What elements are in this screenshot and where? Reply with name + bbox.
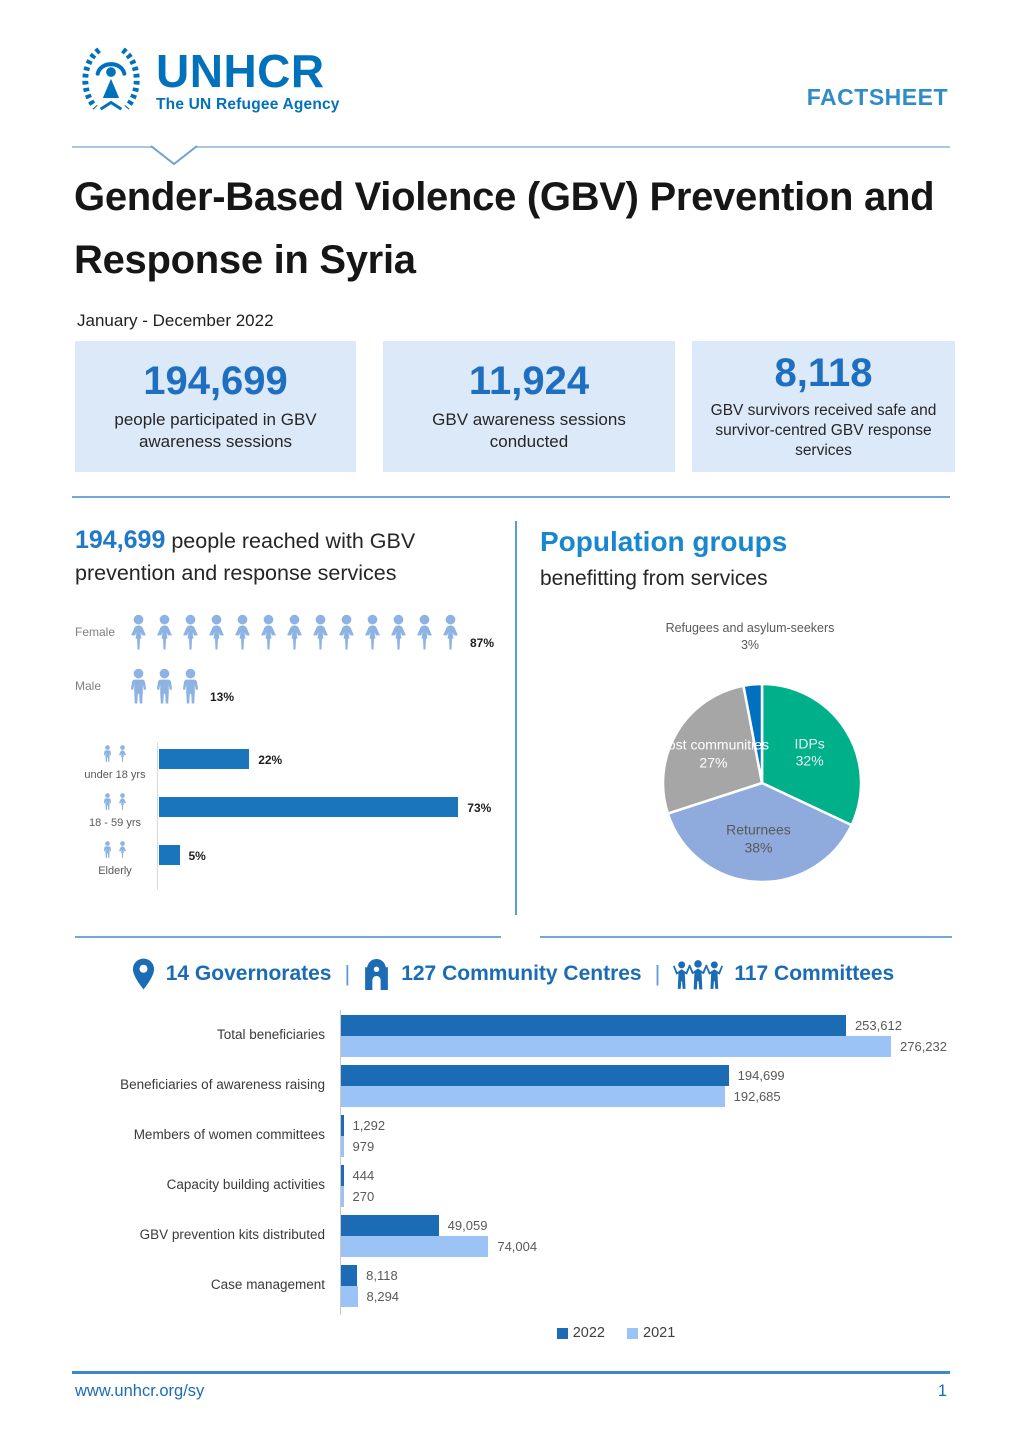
footer-divider bbox=[72, 1371, 950, 1374]
person-male-icon bbox=[101, 792, 114, 811]
bar-2022 bbox=[341, 1165, 344, 1186]
community-centre-icon bbox=[363, 959, 390, 990]
stat-label: GBV awareness sessions conducted bbox=[432, 409, 626, 451]
category-label: Case management bbox=[210, 1277, 325, 1292]
age-group-icons bbox=[75, 840, 155, 864]
reach-value: 194,699 bbox=[75, 526, 166, 554]
separator: | bbox=[344, 961, 351, 986]
age-bar bbox=[159, 845, 180, 865]
stat-value: 11,924 bbox=[468, 358, 590, 403]
footer-url-link[interactable]: www.unhcr.org/sy bbox=[75, 1382, 205, 1400]
unhcr-logo bbox=[74, 44, 340, 118]
community-centres-label: 127 Community Centres bbox=[401, 962, 642, 985]
person-male-icon bbox=[125, 666, 152, 706]
pie-label: Host communities 27% bbox=[657, 736, 770, 771]
value-label-2021: 276,232 bbox=[900, 1039, 947, 1054]
gender-percentage: 13% bbox=[210, 690, 235, 704]
pie-label: IDPs 32% bbox=[794, 735, 825, 769]
stat-box-sessions bbox=[383, 341, 675, 472]
section-divider bbox=[72, 496, 950, 498]
age-percentage: 5% bbox=[188, 849, 206, 863]
brand-name: UNHCR bbox=[156, 45, 325, 97]
value-label-2022: 444 bbox=[352, 1168, 375, 1183]
column-divider bbox=[515, 521, 517, 915]
population-pie bbox=[659, 680, 865, 886]
comparison-bar-chart bbox=[85, 1015, 955, 1360]
stat-label: people participated in GBV awareness sessions bbox=[114, 409, 317, 451]
gender-percentage: 87% bbox=[470, 636, 495, 650]
population-title: Population groups bbox=[540, 526, 788, 557]
gender-row-female bbox=[75, 612, 510, 652]
person-female-icon bbox=[177, 612, 204, 652]
pie-outside-label-pct: 3% bbox=[740, 637, 760, 652]
chart-row bbox=[85, 1215, 955, 1257]
page-title: Gender-Based Violence (GBV) Prevention and Response in Syria bbox=[74, 175, 935, 283]
governorates-label: 14 Governorates bbox=[165, 962, 332, 985]
gender-icons bbox=[125, 666, 203, 706]
category-label: Total beneficiaries bbox=[216, 1027, 325, 1042]
left-column-divider bbox=[75, 936, 501, 938]
location-pin-icon bbox=[132, 958, 155, 990]
value-label-2022: 194,699 bbox=[737, 1068, 785, 1083]
factsheet-label: FACTSHEET bbox=[806, 84, 948, 110]
committees-label: 117 Committees bbox=[734, 962, 895, 985]
person-male-icon bbox=[101, 840, 114, 859]
person-female-icon bbox=[307, 612, 334, 652]
bar-2021 bbox=[341, 1136, 344, 1157]
right-column-divider bbox=[540, 936, 952, 938]
person-female-icon bbox=[116, 744, 129, 763]
age-percentage: 22% bbox=[258, 753, 283, 767]
legend-swatch-2022 bbox=[557, 1328, 568, 1339]
age-row bbox=[75, 744, 510, 790]
value-label-2022: 1,292 bbox=[352, 1118, 386, 1133]
age-group-icons bbox=[75, 792, 155, 816]
category-label: Capacity building activities bbox=[166, 1177, 325, 1192]
bar-2021 bbox=[341, 1186, 344, 1207]
gender-icons bbox=[125, 612, 463, 652]
age-group-icons bbox=[75, 744, 155, 768]
committees-icon bbox=[673, 959, 723, 990]
value-label-2022: 49,059 bbox=[447, 1218, 488, 1233]
value-label-2021: 192,685 bbox=[733, 1089, 781, 1104]
age-bar bbox=[159, 797, 458, 817]
stat-value: 194,699 bbox=[143, 358, 288, 403]
pie-label: Returnees 38% bbox=[726, 821, 791, 856]
reach-heading bbox=[75, 522, 490, 589]
value-label-2021: 270 bbox=[352, 1189, 375, 1204]
stat-label: GBV survivors received safe and survivor-centred GBV response services bbox=[710, 401, 937, 460]
category-label: Members of women committees bbox=[133, 1127, 325, 1142]
age-bar bbox=[159, 749, 249, 769]
chart-row bbox=[85, 1065, 955, 1107]
person-female-icon bbox=[229, 612, 256, 652]
reach-label: people reached with GBV prevention and response services bbox=[75, 529, 416, 586]
bar-2021 bbox=[341, 1236, 488, 1257]
age-label: 18 - 59 yrs bbox=[89, 817, 141, 829]
legend-item-2021 bbox=[627, 1325, 675, 1341]
separator: | bbox=[654, 961, 661, 986]
chart-legend bbox=[341, 1325, 891, 1341]
legend-label-2021: 2021 bbox=[643, 1325, 676, 1341]
stat-value: 8,118 bbox=[774, 350, 873, 395]
person-female-icon bbox=[151, 612, 178, 652]
header-divider bbox=[72, 146, 950, 148]
pie-outside-label bbox=[655, 620, 845, 654]
page-number: 1 bbox=[937, 1382, 947, 1400]
person-female-icon bbox=[203, 612, 230, 652]
chart-row bbox=[85, 1265, 955, 1307]
bar-2022 bbox=[341, 1115, 344, 1136]
gender-pictogram-chart bbox=[75, 612, 510, 720]
coverage-strip bbox=[75, 958, 951, 990]
person-female-icon bbox=[116, 792, 129, 811]
person-female-icon bbox=[281, 612, 308, 652]
person-male-icon bbox=[177, 666, 204, 706]
value-label-2021: 979 bbox=[352, 1139, 375, 1154]
person-female-icon bbox=[125, 612, 152, 652]
bar-2021 bbox=[341, 1086, 725, 1107]
person-female-icon bbox=[437, 612, 464, 652]
reporting-period: January - December 2022 bbox=[77, 311, 274, 330]
chevron-down-icon bbox=[150, 143, 198, 167]
value-label-2021: 8,294 bbox=[366, 1289, 400, 1304]
pie-outside-label-text: Refugees and asylum-seekers bbox=[665, 621, 835, 635]
age-row bbox=[75, 792, 510, 838]
unhcr-emblem-icon bbox=[74, 44, 148, 118]
category-label: Beneficiaries of awareness raising bbox=[120, 1077, 325, 1092]
category-label: GBV prevention kits distributed bbox=[139, 1227, 325, 1242]
chart-row bbox=[85, 1115, 955, 1157]
person-female-icon bbox=[116, 840, 129, 859]
age-percentage: 73% bbox=[467, 801, 492, 815]
legend-swatch-2021 bbox=[627, 1328, 638, 1339]
person-male-icon bbox=[151, 666, 178, 706]
chart-row bbox=[85, 1165, 955, 1207]
value-label-2022: 8,118 bbox=[366, 1268, 398, 1283]
bar-2022 bbox=[341, 1265, 357, 1286]
age-group-chart bbox=[75, 744, 510, 894]
bar-2021 bbox=[341, 1036, 891, 1057]
stat-box-participants bbox=[75, 341, 356, 472]
bar-2021 bbox=[341, 1286, 358, 1307]
legend-label-2022: 2022 bbox=[572, 1325, 605, 1341]
bar-2022 bbox=[341, 1015, 846, 1036]
person-male-icon bbox=[101, 744, 114, 763]
gender-label: Female bbox=[75, 625, 116, 639]
gender-row-male bbox=[75, 666, 510, 706]
bar-2022 bbox=[341, 1215, 439, 1236]
brand-tagline: The UN Refugee Agency bbox=[156, 96, 340, 113]
person-female-icon bbox=[333, 612, 360, 652]
value-label-2021: 74,004 bbox=[497, 1239, 538, 1254]
person-female-icon bbox=[255, 612, 282, 652]
chart-row bbox=[85, 1015, 955, 1057]
legend-item-2022 bbox=[557, 1325, 605, 1341]
population-subtitle: benefitting from services bbox=[540, 567, 768, 590]
person-female-icon bbox=[411, 612, 438, 652]
person-female-icon bbox=[359, 612, 386, 652]
stat-box-survivors bbox=[692, 341, 955, 472]
value-label-2022: 253,612 bbox=[854, 1018, 902, 1033]
person-female-icon bbox=[385, 612, 412, 652]
gender-label: Male bbox=[75, 679, 102, 693]
age-row bbox=[75, 840, 510, 886]
age-label: Elderly bbox=[98, 865, 132, 877]
bar-2022 bbox=[341, 1065, 729, 1086]
age-label: under 18 yrs bbox=[84, 769, 146, 781]
